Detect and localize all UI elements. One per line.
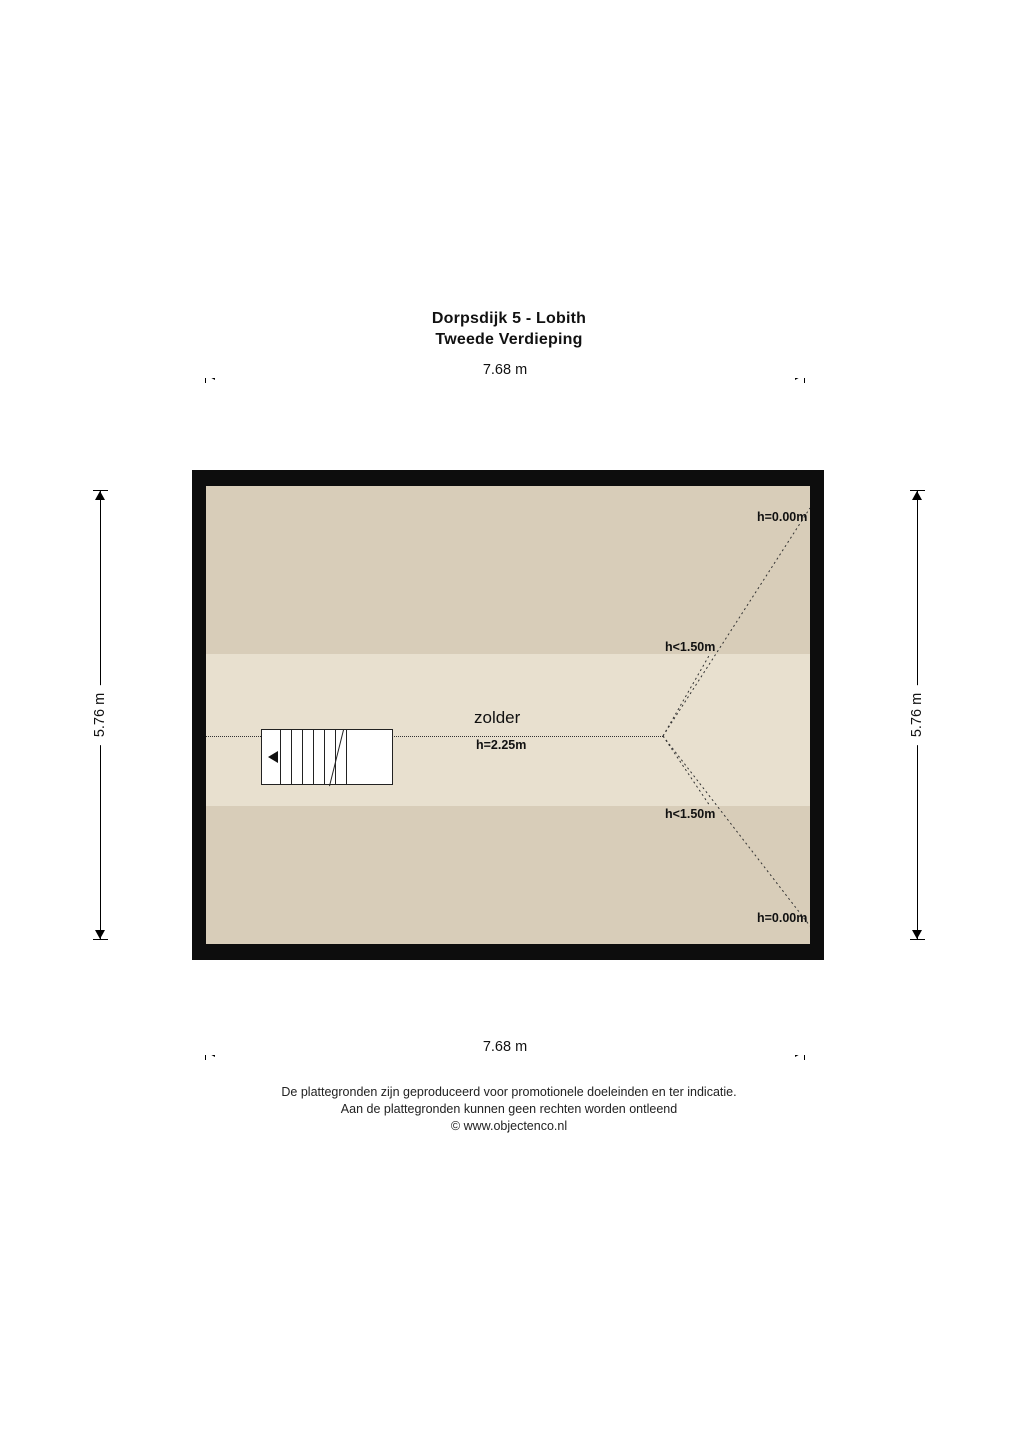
page-subtitle: Tweede Verdieping bbox=[435, 331, 583, 348]
dimension-bottom-width bbox=[205, 1039, 805, 1061]
footer-line-2: Aan de plattegronden kunnen geen rechten worden ontleend bbox=[340, 1102, 678, 1116]
dimension-arrow-up-icon bbox=[912, 491, 922, 500]
dimension-cap-bottom bbox=[93, 939, 108, 940]
roof-fold-line-upper-band bbox=[663, 654, 710, 736]
stair-tread bbox=[302, 730, 303, 784]
roof-fold-line-lower-band bbox=[663, 736, 710, 806]
dimension-arrow-down-icon bbox=[912, 930, 922, 939]
dimension-top-label bbox=[205, 362, 805, 378]
room-height-zolder: h=2.25m bbox=[476, 738, 527, 752]
stair-tread bbox=[346, 730, 347, 784]
roof-fold-line-upper bbox=[663, 508, 810, 736]
floorplan-outline bbox=[192, 470, 824, 960]
height-marker-top-right: h=0.00m bbox=[757, 510, 808, 524]
dimension-bottom-label bbox=[205, 1039, 805, 1055]
dimension-cap-bottom bbox=[910, 939, 925, 940]
dimension-top-value: 7.68 m bbox=[473, 362, 537, 378]
height-marker-upper-middle: h<1.50m bbox=[665, 640, 716, 654]
stair-direction-arrow-icon bbox=[268, 751, 278, 763]
dimension-bottom-value: 7.68 m bbox=[473, 1039, 537, 1055]
dimension-top-width bbox=[205, 362, 805, 384]
footer-line-3: © www.objectenco.nl bbox=[450, 1119, 568, 1133]
height-marker-bottom-right: h=0.00m bbox=[757, 911, 808, 925]
height-marker-lower-middle: h<1.50m bbox=[665, 807, 716, 821]
footer-line-1: De plattegronden zijn geproduceerd voor promotionele doeleinden en ter indicatie. bbox=[281, 1085, 737, 1099]
room-label-zolder: zolder bbox=[474, 708, 521, 727]
staircase bbox=[261, 729, 393, 785]
dimension-right-value: 5.76 m bbox=[905, 685, 929, 745]
stair-tread bbox=[291, 730, 292, 784]
footer-disclaimer bbox=[0, 1084, 1018, 1135]
stair-tread bbox=[313, 730, 314, 784]
stair-tread bbox=[280, 730, 281, 784]
floorplan-interior bbox=[206, 486, 810, 944]
dimension-left-height bbox=[91, 490, 109, 940]
stair-break-line bbox=[329, 730, 344, 787]
dimension-right-height bbox=[908, 490, 926, 940]
dimension-left-value: 5.76 m bbox=[88, 685, 112, 745]
roof-fold-line-lower bbox=[663, 736, 810, 926]
title-block bbox=[0, 308, 1018, 350]
page-title: Dorpsdijk 5 - Lobith bbox=[431, 310, 587, 327]
dimension-arrow-up-icon bbox=[95, 491, 105, 500]
stair-tread bbox=[324, 730, 325, 784]
dimension-arrow-down-icon bbox=[95, 930, 105, 939]
